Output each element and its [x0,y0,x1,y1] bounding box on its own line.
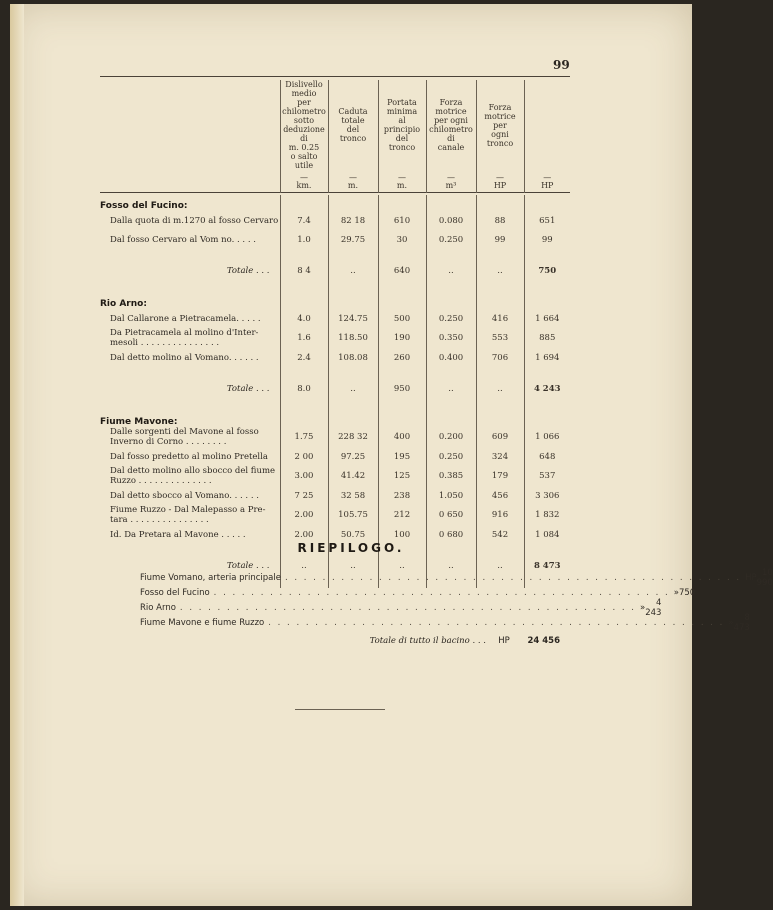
grand-total: Totale di tutto il bacino . . . HP 24 456 [369,636,560,646]
table-cell: 29.75 [328,230,378,249]
column-header [476,80,524,170]
table-body [100,195,773,588]
power-table [100,80,773,588]
table-cell: 0.250 [426,309,476,328]
table-cell: 179 [476,466,524,486]
column-header-line: Portata [387,98,417,107]
page-number: 99 [553,58,570,72]
table-cell: 2 00 [280,447,328,466]
table-row [100,211,570,230]
table-cell: 99 [524,230,570,249]
table-cell: 260 [378,348,426,367]
column-header-line: Dislivello [285,80,323,89]
table-cell: 1 664 [524,309,570,328]
row-label: Dalle sorgenti del Mavone al fosso Inverno di Corno . . . . . . . . [110,427,259,447]
row-label: Dal detto molino allo sbocco del fiume Ruzzo . . . . . . . . . . . . . . [110,466,276,486]
column-header [524,80,570,170]
table-cell [476,399,524,411]
table-cell [328,293,378,309]
table-cell: .. [426,261,476,281]
table-cell: 648 [524,447,570,466]
table-cell: 100 [378,525,426,544]
table-cell [426,281,476,293]
table-cell [280,249,328,261]
table-cell: 500 [378,309,426,328]
table-cell: 50.75 [328,525,378,544]
table-cell: 1 832 [524,505,570,525]
column-header-line: totale [341,116,365,125]
column-header-line: canale [437,143,465,152]
column-header-line: chilometro [429,125,473,134]
spacer [100,281,280,293]
table-cell: 4 243 [524,379,570,399]
table-cell [378,367,426,379]
column-header [328,80,378,170]
table-cell [378,195,426,211]
table-row [100,348,570,367]
table-row [100,505,570,525]
table-row [100,309,570,328]
table-cell: 950 [378,379,426,399]
table-cell: 7 25 [280,486,328,505]
table-row [100,486,570,505]
table-cell: 8 473 [524,556,570,576]
column-header-line: sotto [293,116,315,125]
table-cell: 4.0 [280,309,328,328]
table-cell: 1.75 [280,427,328,447]
table-cell [524,249,570,261]
table-cell [280,399,328,411]
total-label: Totale . . . [226,384,270,394]
table-cell: 0.350 [426,328,476,348]
table-cell: 651 [524,211,570,230]
closing-rule [295,709,385,710]
unit-cell: — HP [524,170,570,193]
column-header-line: ogni [491,129,509,139]
table-cell: 1 084 [524,525,570,544]
table-cell: 99 [476,230,524,249]
table-cell: 1.0 [280,230,328,249]
table-cell: 0.385 [426,466,476,486]
table-cell: 118.50 [328,328,378,348]
column-header-line: minima [386,107,418,116]
column-header-line: chilometro [282,107,326,116]
column-header-line: per ogni [434,116,468,125]
row-label: Dal fosso predetto al molino Pretella [110,451,268,462]
table-cell [280,411,328,427]
total-label: Totale . . . [226,561,270,571]
table-cell: 1 066 [524,427,570,447]
table-cell: .. [476,556,524,576]
table-row [100,328,570,348]
table-cell [524,281,570,293]
table-cell [378,411,426,427]
table-cell [328,281,378,293]
table-cell [476,293,524,309]
table-cell [476,367,524,379]
column-header-line: medio [291,89,317,98]
table-cell [426,411,476,427]
unit-cell: — m³ [426,170,476,193]
row-label: Dal fosso Cervaro al Vom no. . . . . [110,234,256,245]
table-cell: 1.6 [280,328,328,348]
table-cell: 1.050 [426,486,476,505]
summary-row: Fiume Vomano, arteria principale . . . . . . . . . . . . . . . . . . . . . . . . . . . . . . . . . . . . . . . . . . . . . . . . . HP 10 990 [140,567,773,588]
unit-cell: — HP [476,170,524,193]
table-cell [328,411,378,427]
table-cell [426,399,476,411]
group-title: Fosso del Fucino: [100,201,188,211]
table-cell [476,281,524,293]
table-cell: 32 58 [328,486,378,505]
table-cell: 41.42 [328,466,378,486]
table-cell: 416 [476,309,524,328]
table-cell [280,195,328,211]
table-cell: .. [328,556,378,576]
group-title-row [100,293,570,309]
table-cell [476,195,524,211]
table-cell: .. [328,261,378,281]
table-cell: 8.0 [280,379,328,399]
table-cell: 916 [476,505,524,525]
unit-cell: — km. [280,170,328,193]
table-cell: 238 [378,486,426,505]
table-cell: .. [426,556,476,576]
table-cell [280,281,328,293]
column-header-line: al [398,116,406,125]
table-row [100,230,570,249]
column-header-line: o salto utile [290,152,318,170]
unit-row [100,170,570,193]
table-cell: 400 [378,427,426,447]
table-cell: 2.4 [280,348,328,367]
column-header [280,80,328,170]
table-cell: 750 [524,261,570,281]
table-cell: 610 [378,211,426,230]
summary-list [140,567,773,633]
spacer [100,399,280,411]
table-cell [328,399,378,411]
column-header-line: m. 0.25 [288,143,320,152]
column-header-line: Forza [488,102,512,112]
table-cell: 190 [378,328,426,348]
table-header-row [100,80,570,170]
table-cell: 82 18 [328,211,378,230]
table-cell: 0.400 [426,348,476,367]
table-cell: 0 650 [426,505,476,525]
table-cell: 7.4 [280,211,328,230]
column-header-line: deduzione [283,125,325,134]
row-label: Id. Da Pretara al Mavone . . . . . [110,529,246,540]
table-cell: 30 [378,230,426,249]
table-cell [524,293,570,309]
table-cell: 108.08 [328,348,378,367]
summary-row: Fosso del Fucino . . . . . . . . . . . . . . . . . . . . . . . . . . . . . . . . . . . . . . . . . . . . . . . . . » 750 [140,587,696,598]
table-cell: 88 [476,211,524,230]
total-row [100,379,570,399]
table-cell: 3 306 [524,486,570,505]
table-cell [378,293,426,309]
table-cell: 105.75 [328,505,378,525]
table-cell [328,195,378,211]
table-cell: 537 [524,466,570,486]
spacer [100,249,280,261]
table-cell: 2.00 [280,525,328,544]
table-row [100,447,570,466]
row-label: Dalla quota di m.1270 al fosso Cervaro [110,215,279,226]
table-cell: 0.250 [426,230,476,249]
table-cell [524,411,570,427]
row-label: Dal detto sbocco al Vomano. . . . . . [110,490,259,501]
table-cell [378,281,426,293]
binding-edge [10,4,24,906]
table-cell: 885 [524,328,570,348]
table-cell [524,367,570,379]
column-header-line: per [493,120,507,130]
column-header-line: tronco [486,138,514,148]
table-cell: 609 [476,427,524,447]
group-title-row [100,195,570,211]
column-header-line: tronco [339,134,367,143]
group-title: Rio Arno: [100,299,147,309]
column-header-line: principio [383,125,421,134]
table-cell: 125 [378,466,426,486]
table-cell: .. [476,261,524,281]
table-cell: 195 [378,447,426,466]
column-header-line: tronco [388,143,416,152]
table-row [100,427,570,447]
column-header-line: per [297,98,311,107]
table-cell: 1 694 [524,348,570,367]
unit-cell: — m. [328,170,378,193]
total-label: Totale . . . [226,266,270,276]
table-cell: 8 4 [280,261,328,281]
table-cell: 706 [476,348,524,367]
table-cell: .. [476,379,524,399]
table-cell [476,249,524,261]
row-label: Da Pietracamela al molino d'Inter-mesoli . . . . . . . . . . . . . . . [110,328,259,348]
table-cell [328,367,378,379]
table-cell: 0.080 [426,211,476,230]
row-label: Dal Callarone a Pietracamela. . . . . [110,313,261,324]
column-header-line: Forza [439,98,463,107]
table-cell: 640 [378,261,426,281]
table-cell: 0 680 [426,525,476,544]
table-cell [426,367,476,379]
group-title-row [100,411,570,427]
table-cell [280,293,328,309]
header-label-column [100,80,280,170]
table-cell: 97.25 [328,447,378,466]
table-cell [280,367,328,379]
table-cell: .. [280,556,328,576]
summary-row: Fiume Mavone e fiume Ruzzo . . . . . . . . . . . . . . . . . . . . . . . . . . . . . . . . . . . . . . . . . . . . . . . . . » 8 473 [140,612,750,633]
table-cell: 212 [378,505,426,525]
table-cell: .. [328,379,378,399]
table-cell: 324 [476,447,524,466]
table-cell [378,249,426,261]
spacer [100,367,280,379]
row-label: Dal detto molino al Vomano. . . . . . [110,352,259,363]
table-cell: .. [378,556,426,576]
row-label: Fiume Ruzzo - Dal Malepasso a Pre-tara . . . . . . . . . . . . . . . [110,505,266,525]
table-top-rule [100,76,570,77]
table-cell: 3.00 [280,466,328,486]
table-cell [524,195,570,211]
table-cell: 0.250 [426,447,476,466]
total-row [100,261,570,281]
table-cell [426,195,476,211]
column-header [426,80,476,170]
column-header-line: del [395,134,409,143]
table-cell [524,399,570,411]
column-header-line: di [447,134,455,143]
summary-title: RIEPILOGO. [297,541,405,555]
column-header-line: del [346,125,360,134]
document-page [10,4,773,906]
unit-cell: — m. [378,170,426,193]
table-cell [426,249,476,261]
table-cell: 0.200 [426,427,476,447]
column-header [378,80,426,170]
column-header-line: motrice [484,111,516,121]
table-row [100,466,570,486]
table-cell: .. [426,379,476,399]
summary-row: Rio Arno . . . . . . . . . . . . . . . . . . . . . . . . . . . . . . . . . . . . . . . . . . . . . . . . . » 4 243 [140,597,662,618]
table-cell [378,399,426,411]
table-cell: 124.75 [328,309,378,328]
table-cell: 2.00 [280,505,328,525]
column-header-line: motrice [435,107,467,116]
column-header-line: di [300,134,308,143]
table-cell [426,293,476,309]
table-cell: 553 [476,328,524,348]
table-cell: 228 32 [328,427,378,447]
table-cell [328,249,378,261]
column-header-line: Caduta [338,107,368,116]
table-cell: 456 [476,486,524,505]
table-cell [476,411,524,427]
table-cell: 542 [476,525,524,544]
group-title: Fiume Mavone: [100,417,178,427]
